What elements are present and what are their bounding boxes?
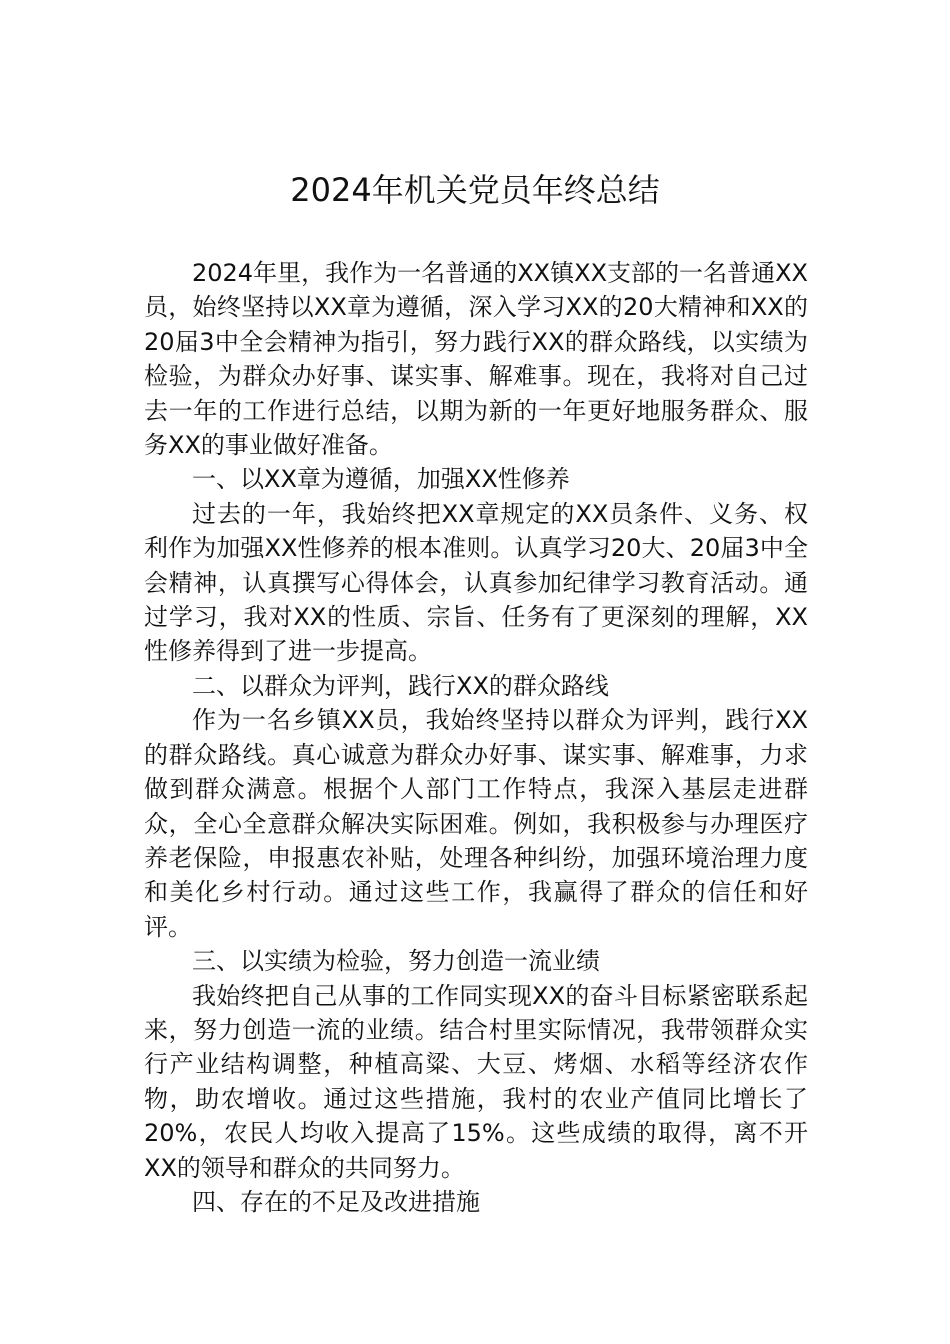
document-body: [144, 256, 808, 1219]
section-heading-2: 二、以群众为评判，践行XX的群众路线: [192, 671, 609, 700]
intro-paragraph: 2024年里，我作为一名普通的XX镇XX支部的一名普通XX员，始终坚持以XX章为遵循，深入学习XX的20大精神和XX的20届3中全会精神为指引，努力践行XX的群众路线，以实绩为检验，为群众办好事、谋实事、解难事。现在，我将对自己过去一年的工作进行总结，以期为新的一年更好地服务群众、服务XX的事业做好准备。: [144, 259, 808, 460]
section-heading-4: 四、存在的不足及改进措施: [192, 1187, 480, 1216]
document-title: 2024年机关党员年终总结: [290, 171, 660, 209]
section-paragraph-3: 我始终把自己从事的工作同实现XX的奋斗目标紧密联系起来，努力创造一流的业绩。结合村里实际情况，我带领群众实行产业结构调整，种植高粱、大豆、烤烟、水稻等经济农作物，助农增收。通过这些措施，我村的农业产值同比增长了20%，农民人均收入提高了15%。这些成绩的取得，离不开XX的领导和群众的共同努力。: [144, 981, 808, 1182]
section-paragraph-1: 过去的一年，我始终把XX章规定的XX员条件、义务、权利作为加强XX性修养的根本准则。认真学习20大、20届3中全会精神，认真撰写心得体会，认真参加纪律学习教育活动。通过学习，我对XX的性质、宗旨、任务有了更深刻的理解，XX性修养得到了进一步提高。: [144, 499, 808, 666]
section-paragraph-2: 作为一名乡镇XX员，我始终坚持以群众为评判，践行XX的群众路线。真心诚意为群众办好事、谋实事、解难事，力求做到群众满意。根据个人部门工作特点，我深入基层走进群众，全心全意群众解决实际困难。例如，我积极参与办理医疗养老保险，申报惠农补贴，处理各种纠纷，加强环境治理力度和美化乡村行动。通过这些工作，我赢得了群众的信任和好评。: [144, 706, 808, 941]
section-heading-1: 一、以XX章为遵循，加强XX性修养: [192, 465, 570, 494]
section-heading-3: 三、以实绩为检验，努力创造一流业绩: [192, 947, 600, 976]
